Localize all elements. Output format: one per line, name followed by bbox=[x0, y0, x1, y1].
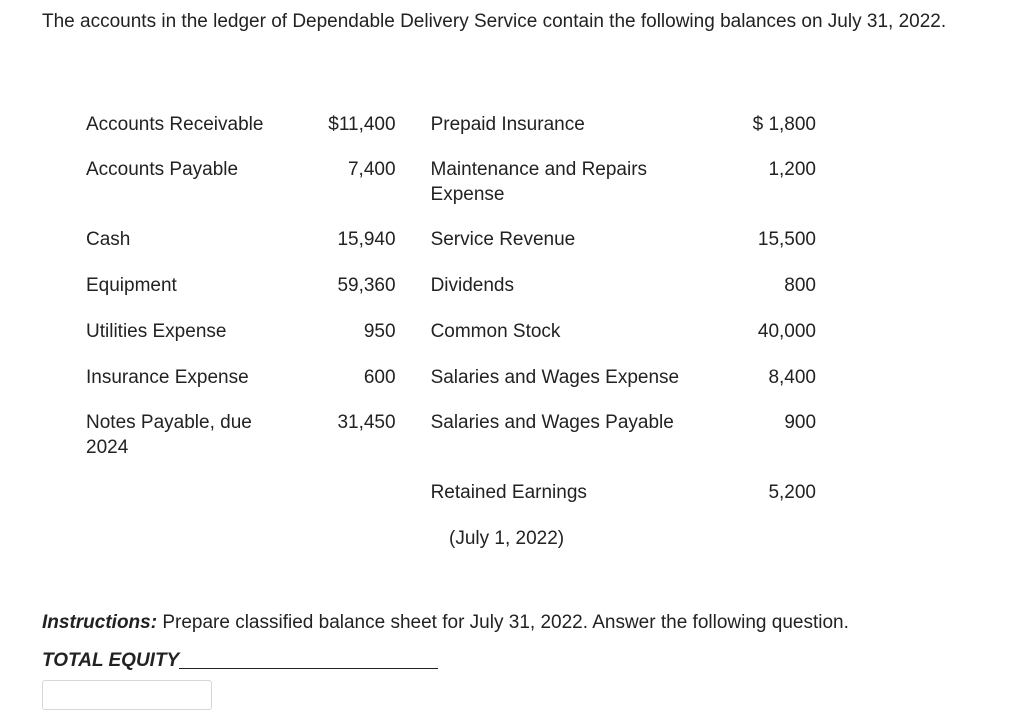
account-balance: 15,940 bbox=[337, 229, 396, 250]
account-balance: 800 bbox=[784, 275, 816, 296]
ledger-row bbox=[86, 157, 816, 207]
account-balance: 59,360 bbox=[337, 275, 396, 296]
ledger-row bbox=[86, 319, 816, 344]
account-name: Accounts Payable bbox=[86, 159, 239, 180]
account-balance: 15,500 bbox=[757, 229, 816, 250]
ledger-row bbox=[86, 365, 816, 390]
account-name: Utilities Expense bbox=[86, 321, 227, 342]
total-equity-input[interactable] bbox=[42, 680, 212, 710]
account-name: Equipment bbox=[86, 275, 177, 296]
account-balance: 600 bbox=[363, 367, 396, 388]
account-balance: 40,000 bbox=[757, 321, 816, 342]
account-balance: $ 1,800 bbox=[752, 114, 816, 135]
ledger-balances-table bbox=[86, 112, 816, 551]
account-name: Cash bbox=[86, 229, 131, 250]
instructions-text: Prepare classified balance sheet for July 31, 2022. Answer the following question. bbox=[157, 612, 849, 633]
retained-earnings-date-note: (July 1, 2022) bbox=[449, 528, 565, 549]
account-balance: 31,450 bbox=[337, 412, 396, 433]
account-name: Dividends bbox=[430, 275, 514, 296]
ledger-row bbox=[86, 227, 816, 252]
account-name: Accounts Receivable bbox=[86, 114, 264, 135]
instructions bbox=[42, 610, 1002, 635]
account-name: Salaries and Wages Expense bbox=[430, 367, 680, 388]
account-balance: 7,400 bbox=[347, 159, 396, 180]
account-name: Notes Payable, due 2024 bbox=[86, 412, 252, 458]
account-name: Prepaid Insurance bbox=[430, 114, 585, 135]
account-name: Insurance Expense bbox=[86, 367, 249, 388]
account-name: Service Revenue bbox=[430, 229, 576, 250]
instructions-lead: Instructions: bbox=[42, 612, 158, 633]
ledger-row bbox=[86, 480, 816, 505]
account-balance: 900 bbox=[784, 412, 817, 433]
account-balance: 1,200 bbox=[768, 159, 816, 180]
intro-text: The accounts in the ledger of Dependable Delivery Service contain the following balances on July 31, 2022. bbox=[42, 11, 947, 32]
account-name: Salaries and Wages Payable bbox=[430, 412, 674, 433]
account-balance: 5,200 bbox=[768, 482, 816, 503]
account-balance: $11,400 bbox=[328, 114, 396, 135]
ledger-row-note bbox=[86, 526, 816, 551]
ledger-row bbox=[86, 112, 816, 137]
account-name: Maintenance and Repairs Expense bbox=[430, 159, 648, 205]
answer-underline bbox=[179, 648, 438, 669]
ledger-row bbox=[86, 273, 816, 298]
account-balance: 8,400 bbox=[768, 367, 816, 388]
total-equity-label: TOTAL EQUITY bbox=[42, 650, 180, 671]
account-name: Common Stock bbox=[430, 321, 561, 342]
answer-prompt bbox=[42, 648, 438, 673]
account-balance: 950 bbox=[363, 321, 396, 342]
account-name: Retained Earnings bbox=[430, 482, 587, 503]
ledger-row bbox=[86, 410, 816, 460]
